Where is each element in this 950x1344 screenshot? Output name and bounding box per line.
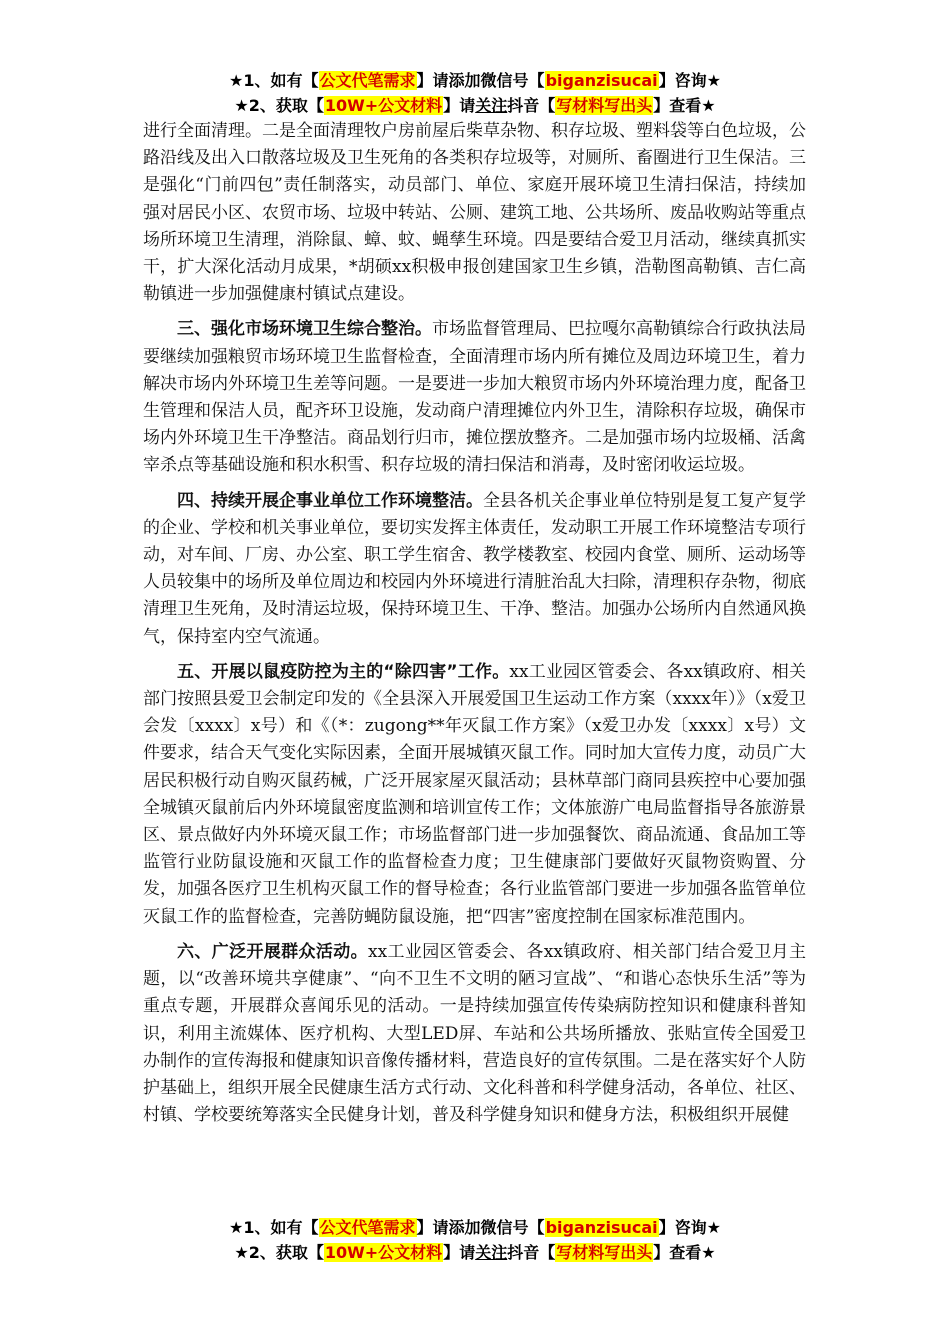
paragraph-text: xx工业园区管委会、各xx镇政府、相关部门结合爱卫月主题，以“改善环境共享健康”、“向不卫生不文明的陋习宣战”、“和谐心态快乐生活”等为重点专题，开展群众喜闻乐见的活动。一是持续加强宣传传染病防控知识和健康科普知识，利用主流媒体、医疗机构、大型LED屏、车站和公共场所播放、张贴宣传全国爱卫办制作的宣传海报和健康知识音像传播材料，营造良好的宣传氛围。二是在落实好个人防护基础上，组织开展全民健康生活方式行动、文化科普和科学健身活动，各单位、社区、村镇、学校要统筹落实全民健身计划，普及科学健身知识和健身方法，积极组织开展健 (143, 941, 807, 1126)
paragraph-text: 进行全面清理。二是全面清理牧户房前屋后柴草杂物、积存垃圾、塑料袋等白色垃圾，公路沿线及出入口散落垃圾及卫生死角的各类积存垃圾等，对厕所、畜圈进行卫生保洁。三是强化“门前四包”责任制落实，动员部门、单位、家庭开展环境卫生清扫保洁，持续加强对居民小区、农贸市场、垃圾中转站、公厕、建筑工地、公共场所、废品收购站等重点场所环境卫生清理，消除鼠、蟑、蚊、蝇孳生环境。四是要结合爱卫月活动，继续真抓实干，扩大深化活动月成果，*胡硕xx积极申报创建国家卫生乡镇，浩勒图高勒镇、吉仁高勒镇进一步加强健康村镇试点建设。 (143, 121, 806, 305)
promo-text: 】请 (443, 1243, 476, 1262)
douyin-account: 写材料写出头 (556, 1243, 653, 1262)
promo-text: 】请 (443, 96, 476, 115)
promo-text: 抖音【 (507, 96, 556, 115)
promo-text: 】咨询★ (658, 71, 721, 90)
paragraph-text: 全县各机关企事业单位特别是复工复产复学的企业、学校和机关事业单位，要切实发挥主体责任，发动职工开展工作环境整洁专项行动，对车间、厂房、办公室、职工学生宿舍、教学楼教室、校园内食堂、厕所、运动场等人员较集中的场所及单位周边和校园内外环境进行清脏治乱大扫除，清理积存杂物，彻底清理卫生死角，及时清运垃圾，保持环境卫生、干净、整洁。加强办公场所内自然通风换气，保持室内空气流通。 (143, 490, 806, 647)
promo-text: 】请 (416, 1218, 449, 1237)
promo-text: 关注 (475, 1243, 508, 1262)
promo-text: ★2、获取【 (234, 1243, 324, 1262)
promo-text: 微信号【 (480, 71, 545, 90)
promo-line-1 (0, 68, 950, 93)
section-heading: 五、开展以鼠疫防控为主的“除四害”工作。 (177, 661, 510, 682)
promo-text: 添加 (448, 71, 481, 90)
paragraph-section-4 (143, 488, 806, 651)
promo-text: 微信号【 (480, 1218, 545, 1237)
promo-line-2 (0, 1240, 950, 1265)
wechat-id: biganzisucai (545, 71, 658, 90)
douyin-account: 写材料写出头 (556, 96, 653, 115)
promo-highlight: 10W+公文材料 (324, 96, 443, 115)
promo-text: 】查看★ (653, 96, 716, 115)
promo-banner-top (0, 68, 950, 118)
document-body (143, 118, 806, 1137)
promo-text: ★1、如有【 (229, 71, 319, 90)
promo-text: 抖音【 (507, 1243, 556, 1262)
promo-text: 】请 (416, 71, 449, 90)
promo-highlight: 公文代笔需求 (319, 71, 416, 90)
promo-text: 】咨询★ (658, 1218, 721, 1237)
paragraph-text: xx工业园区管委会、各xx镇政府、相关部门按照县爱卫会制定印发的《全县深入开展爱国卫生运动工作方案（xxxx年）》（x爱卫会发〔xxxx〕x号）和《（*：zugong**年灭鼠工作方案》（x爱卫办发〔xxxx〕x号）文件要求，结合天气变化实际因素，全面开展城镇灭鼠工作。同时加大宣传力度，动员广大居民积极行动自购灭鼠药械，广泛开展家屋灭鼠活动；县林草部门商同县疾控中心要加强全城镇灭鼠前后内外环境鼠密度监测和培训宣传工作；文体旅游广电局监督指导各旅游景区、景点做好内外环境灭鼠工作；市场监督部门进一步加强餐饮、商品流通、食品加工等监管行业防鼠设施和灭鼠工作的监督检查力度；卫生健康部门要做好灭鼠物资购置、分发，加强各医疗卫生机构灭鼠工作的督导检查；各行业监管部门要进一步加强各监管单位灭鼠工作的监督检查，完善防蝇防鼠设施，把“四害”密度控制在国家标准范围内。 (143, 661, 806, 927)
paragraph-section-5 (143, 659, 806, 931)
promo-highlight: 10W+公文材料 (324, 1243, 443, 1262)
promo-line-2 (0, 93, 950, 118)
promo-text: ★1、如有【 (229, 1218, 319, 1237)
promo-text: ★2、获取【 (234, 96, 324, 115)
promo-banner-bottom (0, 1215, 950, 1265)
promo-text: 添加 (448, 1218, 481, 1237)
paragraph-section-6 (143, 939, 806, 1129)
paragraph-text: 市场监督管理局、巴拉嘎尔高勒镇综合行政执法局要继续加强粮贸市场环境卫生监督检查，全面清理市场内所有摊位及周边环境卫生，着力解决市场内外环境卫生差等问题。一是要进一步加大粮贸市场内外环境治理力度，配备卫生管理和保洁人员，配齐环卫设施，发动商户清理摊位内外卫生，清除积存垃圾，确保市场内外环境卫生干净整洁。商品划行归市，摊位摆放整齐。二是加强市场内垃圾桶、活禽宰杀点等基础设施和积水积雪、积存垃圾的清扫保洁和消毒，及时密闭收运垃圾。 (143, 319, 806, 476)
paragraph-section-3 (143, 316, 806, 479)
promo-text: 】查看★ (653, 1243, 716, 1262)
promo-text: 关注 (475, 96, 508, 115)
promo-line-1 (0, 1215, 950, 1240)
section-heading: 六、广泛开展群众活动。 (177, 941, 368, 962)
section-heading: 四、持续开展企事业单位工作环境整洁。 (177, 490, 483, 511)
promo-highlight: 公文代笔需求 (319, 1218, 416, 1237)
paragraph-continued (143, 118, 806, 308)
wechat-id: biganzisucai (545, 1218, 658, 1237)
section-heading: 三、强化市场环境卫生综合整治。 (177, 319, 432, 340)
